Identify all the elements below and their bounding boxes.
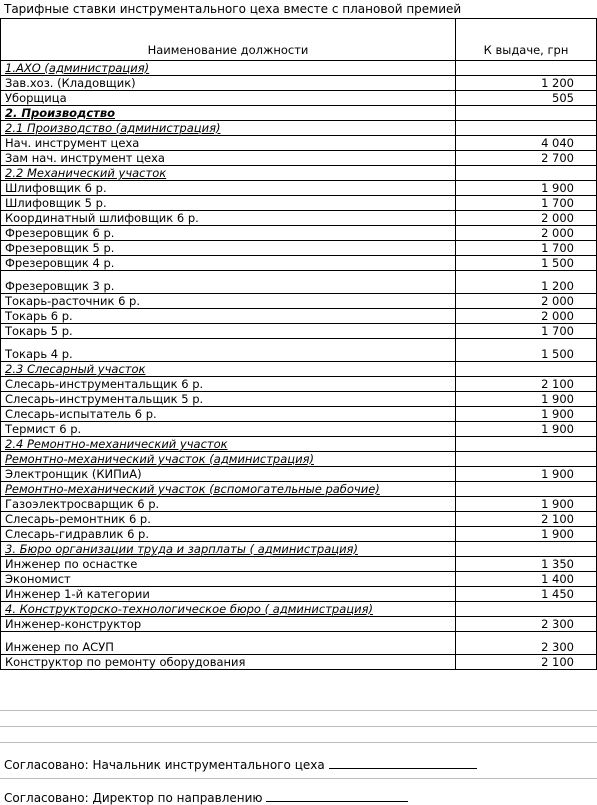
empty-row-line [0,742,597,743]
signature-field-2[interactable] [266,789,408,802]
position-name: Электронщик (КИПиА) [1,467,456,482]
section-row [1,106,597,121]
table-row [1,271,597,294]
signature-field-1[interactable] [329,756,477,769]
table-row [1,467,597,482]
amount-value [456,362,597,377]
position-name: Токарь-расточник 6 р. [1,294,456,309]
table-row [1,151,597,166]
position-name: Фрезеровщик 4 р. [1,256,456,271]
section-row [1,452,597,467]
table-row [1,587,597,602]
amount-value [456,542,597,557]
table-row [1,497,597,512]
table-row [1,632,597,655]
signature-label-2: Согласовано: Директор по направлению [4,791,263,805]
position-name: Ремонтно-механический участок (вспомогательные рабочие) [1,482,456,497]
position-name: 2.1 Производство (администрация) [1,121,456,136]
position-name: 2.2 Механический участок [1,166,456,181]
amount-value: 1 900 [456,527,597,542]
position-name: Газоэлектросварщик 6 р. [1,497,456,512]
amount-value: 2 000 [456,211,597,226]
section-row [1,482,597,497]
amount-value: 1 900 [456,467,597,482]
amount-value: 2 000 [456,309,597,324]
position-name: Шлифовщик 5 р. [1,196,456,211]
amount-value [456,452,597,467]
amount-value: 4 040 [456,136,597,151]
table-row [1,655,597,670]
amount-value: 1 900 [456,497,597,512]
empty-row-line [0,710,597,711]
table-row [1,527,597,542]
table-row [1,392,597,407]
amount-value: 2 100 [456,512,597,527]
position-name: 2.3 Слесарный участок [1,362,456,377]
empty-row-line [0,778,597,779]
amount-value [456,437,597,452]
position-name: Зав.хоз. (Кладовщик) [1,76,456,91]
table-row [1,377,597,392]
signature-line-1 [4,756,477,772]
position-name: Фрезеровщик 6 р. [1,226,456,241]
rates-table [0,18,597,670]
amount-value [456,482,597,497]
amount-value: 2 100 [456,655,597,670]
table-row [1,309,597,324]
section-row [1,542,597,557]
amount-value: 505 [456,91,597,106]
position-name: 4. Конструкторско-технологическое бюро ( администрация) [1,602,456,617]
position-name: Токарь 6 р. [1,309,456,324]
section-row [1,121,597,136]
amount-value: 2 000 [456,294,597,309]
amount-value: 1 700 [456,241,597,256]
table-row [1,196,597,211]
position-name: Экономист [1,572,456,587]
header-position: Наименование должности [1,19,456,61]
position-name: Конструктор по ремонту оборудования [1,655,456,670]
table-row [1,76,597,91]
position-name: Зам нач. инструмент цеха [1,151,456,166]
amount-value [456,121,597,136]
amount-value: 2 300 [456,632,597,655]
amount-value: 1 500 [456,256,597,271]
amount-value [456,106,597,121]
position-name: Инженер 1-й категории [1,587,456,602]
position-name: Шлифовщик 6 р. [1,181,456,196]
position-name: Слесарь-испытатель 6 р. [1,407,456,422]
amount-value [456,61,597,76]
position-name: Токарь 5 р. [1,324,456,339]
amount-value: 1 200 [456,271,597,294]
amount-value: 1 900 [456,181,597,196]
amount-value: 1 350 [456,557,597,572]
empty-row-line [0,726,597,727]
amount-value: 1 200 [456,76,597,91]
position-name: Токарь 4 р. [1,339,456,362]
table-row [1,226,597,241]
section-row [1,602,597,617]
position-name: Слесарь-гидравлик 6 р. [1,527,456,542]
signature-label-1: Согласовано: Начальник инструментального цеха [4,758,325,772]
position-name: Слесарь-ремонтник 6 р. [1,512,456,527]
amount-value: 1 700 [456,196,597,211]
amount-value: 1 900 [456,392,597,407]
table-row [1,557,597,572]
position-name: Фрезеровщик 5 р. [1,241,456,256]
amount-value: 1 450 [456,587,597,602]
table-row [1,512,597,527]
position-name: Нач. инструмент цеха [1,136,456,151]
table-row [1,136,597,151]
document-title: Тарифные ставки инструментального цеха вместе с плановой премией [4,2,462,16]
amount-value: 2 100 [456,377,597,392]
section-row [1,166,597,181]
section-row [1,362,597,377]
amount-value: 2 700 [456,151,597,166]
table-row [1,324,597,339]
position-name: 2.4 Ремонтно-механический участок [1,437,456,452]
table-row [1,294,597,309]
table-row [1,241,597,256]
header-amount: К выдаче, грн [456,19,597,61]
section-row [1,61,597,76]
position-name: Ремонтно-механический участок (администрация) [1,452,456,467]
table-row [1,422,597,437]
position-name: Уборщица [1,91,456,106]
amount-value: 1 400 [456,572,597,587]
amount-value: 1 900 [456,407,597,422]
position-name: Слесарь-инструментальщик 6 р. [1,377,456,392]
table-header [1,19,597,61]
position-name: 2. Производство [1,106,456,121]
section-row [1,437,597,452]
amount-value: 2 300 [456,617,597,632]
position-name: Инженер по оснастке [1,557,456,572]
position-name: Инженер-конструктор [1,617,456,632]
table-row [1,339,597,362]
table-row [1,617,597,632]
signature-line-2 [4,789,408,805]
table-row [1,181,597,196]
table-row [1,211,597,226]
position-name: Фрезеровщик 3 р. [1,271,456,294]
table-row [1,572,597,587]
position-name: Термист 6 р. [1,422,456,437]
amount-value: 2 000 [456,226,597,241]
position-name: Инженер по АСУП [1,632,456,655]
amount-value: 1 500 [456,339,597,362]
table-row [1,256,597,271]
amount-value [456,166,597,181]
position-name: Слесарь-инструментальщик 5 р. [1,392,456,407]
position-name: Координатный шлифовщик 6 р. [1,211,456,226]
position-name: 3. Бюро организации труда и зарплаты ( администрация) [1,542,456,557]
amount-value: 1 900 [456,422,597,437]
amount-value [456,602,597,617]
table-row [1,91,597,106]
table-row [1,407,597,422]
amount-value: 1 700 [456,324,597,339]
position-name: 1.АХО (администрация) [1,61,456,76]
